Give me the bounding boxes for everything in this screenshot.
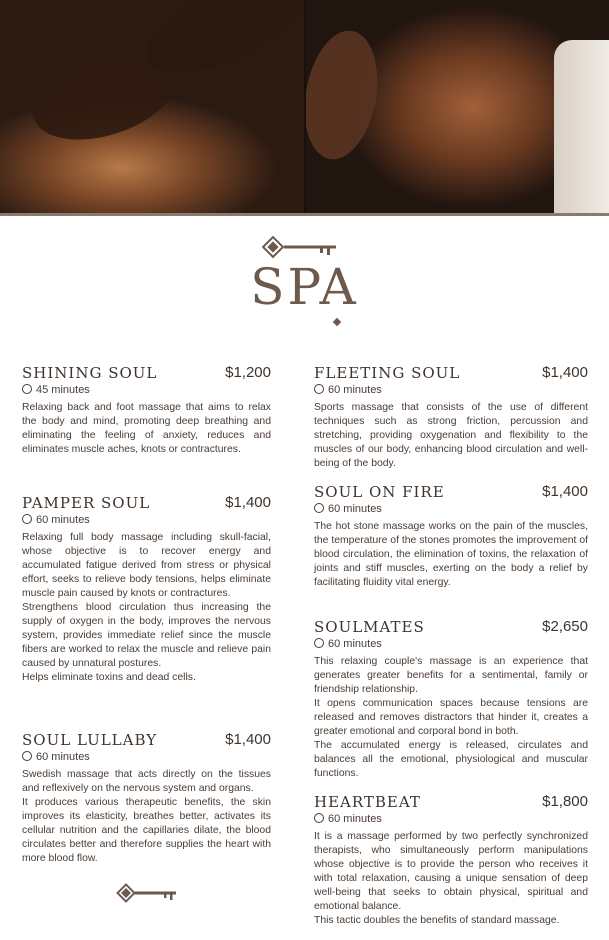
- clock-icon: [314, 503, 324, 513]
- hand-shape: [306, 25, 387, 165]
- treatment-price: $1,400: [225, 731, 271, 748]
- clock-icon: [22, 751, 32, 761]
- treatment-duration: 45 minutes: [22, 384, 90, 396]
- head-massage-photo: [306, 0, 609, 215]
- treatment-name: SOUL ON FIRE: [314, 483, 445, 501]
- spa-logo: SPA: [250, 258, 359, 316]
- back-massage-photo: [0, 0, 304, 215]
- hero-divider: [0, 213, 609, 216]
- treatment-shining-soul: [22, 364, 271, 464]
- treatment-duration: 60 minutes: [22, 514, 90, 526]
- treatment-price: $1,400: [542, 483, 588, 500]
- towel-shape: [554, 40, 609, 215]
- hero-banner: [0, 0, 609, 215]
- treatment-price: $1,400: [542, 364, 588, 381]
- treatment-name: SHINING SOUL: [22, 364, 158, 382]
- treatment-duration: 60 minutes: [22, 751, 90, 763]
- treatment-heartbeat: [314, 793, 588, 928]
- treatment-description: Swedish massage that acts directly on the tissues and reflexively on the nervous system and organs. It produces various therapeutic benefits, the skin improves its elasticity, breathes better, activates its cellular nutrition and the capillaries dilate, the blood circulates better and therefore supplies the heart with more blood flow.: [22, 769, 271, 864]
- treatment-description: Sports massage that consists of the use of different techniques such as strong friction, percussion and stretching, providing oxygenation and flexibility to the muscles of our body, enhancing blood circulation and well-being of the body.: [314, 402, 588, 469]
- treatment-name: FLEETING SOUL: [314, 364, 461, 382]
- clock-icon: [314, 384, 324, 394]
- treatment-soul-on-fire: [314, 483, 588, 603]
- clock-icon: [314, 638, 324, 648]
- treatment-price: $1,200: [225, 364, 271, 381]
- clock-icon: [22, 384, 32, 394]
- treatment-soulmates: [314, 618, 588, 783]
- treatment-name: SOUL LULLABY: [22, 731, 158, 749]
- treatment-description: The hot stone massage works on the pain of the muscles, the temperature of the stones promotes the improvement of blood circulation, the elimination of toxins, the relaxation of joints and stiff muscles, exerting on the body a relief by facilitating fluidity vital energy.: [314, 521, 588, 588]
- treatment-duration: 60 minutes: [314, 638, 382, 650]
- treatment-name: SOULMATES: [314, 618, 425, 636]
- logo-diamond-icon: [333, 318, 341, 326]
- treatment-name: HEARTBEAT: [314, 793, 421, 811]
- treatment-price: $1,800: [542, 793, 588, 810]
- clock-icon: [22, 514, 32, 524]
- treatment-description: This relaxing couple's massage is an experience that generates greater benefits for a sentimental, family or friendship relationship. It opens communication spaces because tensions are released and removes distractors that hinder it, creates a greater emotional and corporal bond in both. The accumulated energy is released, circulates and balances all the emotional, physiological and muscular functions.: [314, 656, 588, 779]
- treatment-duration: 60 minutes: [314, 813, 382, 825]
- treatment-pamper-soul: [22, 494, 271, 704]
- treatment-description: Relaxing full body massage including skull-facial, whose objective is to recover energy and accumulated fatigue derived from stress or physical effort, seeks to relieve body tensions, helps eliminate muscle pain caused by knots or contractures. Strengthens blood circulation thus increasing the supply of oxygen in the body, improves the nervous system, provides immediate relief since the muscle fibers are worked to relax the muscle and relieve pain caused by unnatural postures. Helps eliminate toxins and dead cells.: [22, 532, 271, 683]
- treatment-fleeting-soul: [314, 364, 588, 474]
- key-ornament-icon: [116, 883, 178, 905]
- treatment-duration: 60 minutes: [314, 384, 382, 396]
- treatment-price: $1,400: [225, 494, 271, 511]
- treatment-soul-lullaby: [22, 731, 271, 871]
- treatment-description: It is a massage performed by two perfectly synchronized therapists, who simultaneously perform manipulations whose objective is to provide the person who receives it with total relaxation, causing a unique sensation of deep well-being that seeks to obtain physical, spiritual and emotional balance. This tactic doubles the benefits of standard massage.: [314, 831, 588, 926]
- treatment-duration: 60 minutes: [314, 503, 382, 515]
- treatment-price: $2,650: [542, 618, 588, 635]
- treatment-description: Relaxing back and foot massage that aims to relax the body and mind, promoting deep breathing and eliminating the feeling of anxiety, reduces and eliminates muscle aches, knots or contractures.: [22, 402, 271, 455]
- clock-icon: [314, 813, 324, 823]
- treatment-name: PAMPER SOUL: [22, 494, 151, 512]
